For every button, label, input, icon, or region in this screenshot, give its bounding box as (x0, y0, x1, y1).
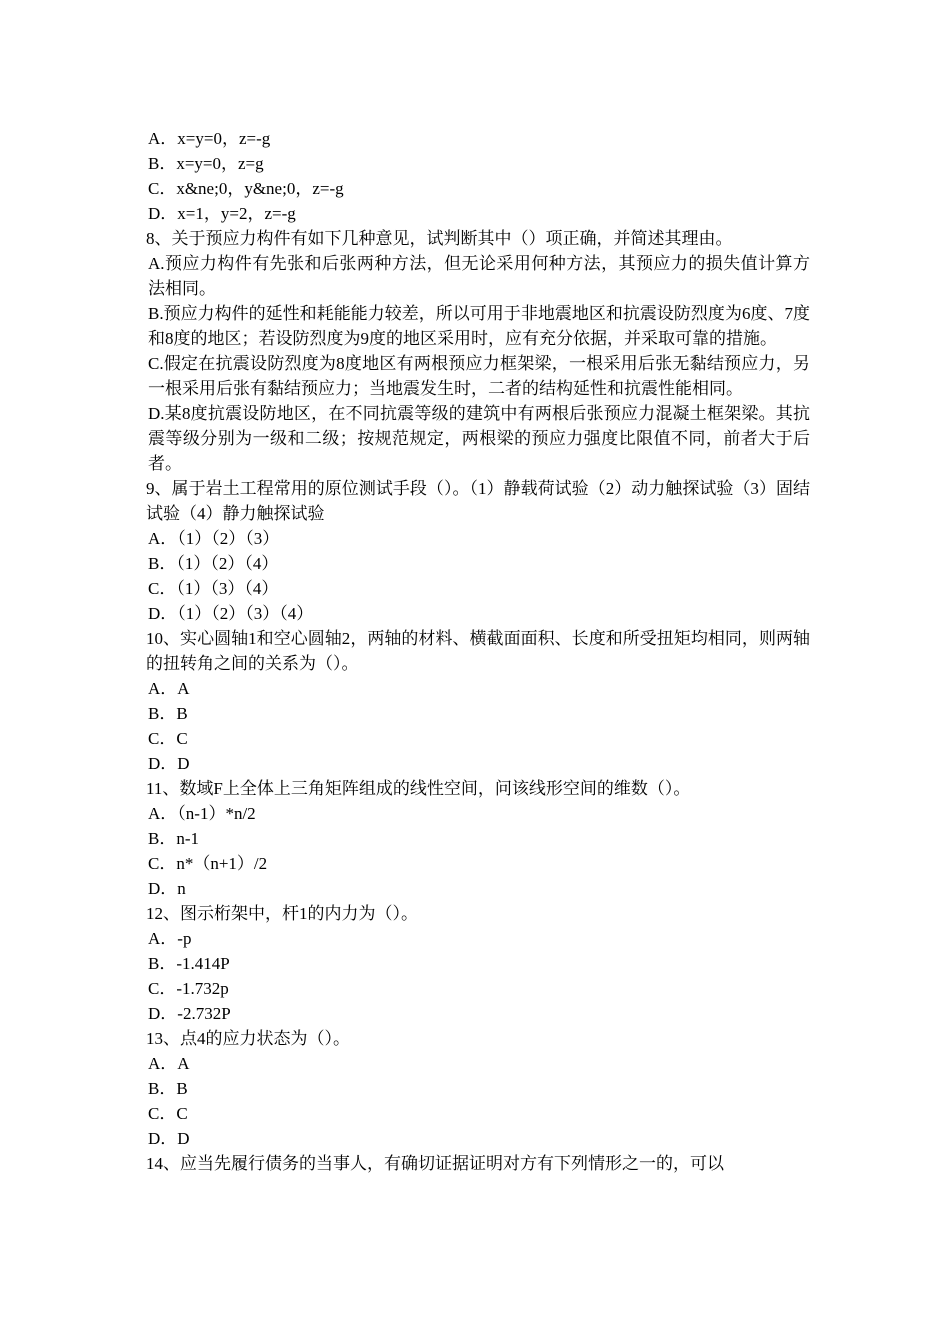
option-a: A．-p (148, 929, 192, 948)
option-d: D．x=1，y=2，z=-g (148, 204, 296, 223)
option-d: D．D (148, 754, 190, 773)
option-d: D．（1）（2）（3）（4） (148, 604, 314, 623)
option-d: D．D (148, 1129, 190, 1148)
option-c: C.假定在抗震设防烈度为8度地区有两根预应力框架梁，一根采用后张无黏结预应力，另一根采用后张有黏结预应力；当地震发生时，二者的结构延性和抗震性能相同。 (148, 354, 810, 398)
option-b: B．B (148, 704, 188, 723)
question-10 (146, 626, 810, 776)
question-stem: 11、数域F上全体上三角矩阵组成的线性空间，问该线形空间的维数（）。 (146, 779, 691, 798)
option-a: A.预应力构件有先张和后张两种方法，但无论采用何种方法，其预应力的损失值计算方法相同。 (148, 254, 810, 298)
question-7-options (146, 126, 810, 226)
question-8 (146, 226, 810, 476)
option-b: B．x=y=0，z=g (148, 154, 264, 173)
option-a: A．x=y=0，z=-g (148, 129, 271, 148)
option-a: A．A (148, 679, 190, 698)
option-c: C．（1）（3）（4） (148, 579, 279, 598)
option-d: D．-2.732P (148, 1004, 231, 1023)
option-a: A．A (148, 1054, 190, 1073)
option-a: A．（1）（2）（3） (148, 529, 280, 548)
question-stem: 9、属于岩土工程常用的原位测试手段（）。（1）静载荷试验（2）动力触探试验（3）固结试验（4）静力触探试验 (146, 479, 810, 523)
question-stem: 10、实心圆轴1和空心圆轴2，两轴的材料、横截面面积、长度和所受扭矩均相同，则两轴的扭转角之间的关系为（）。 (146, 629, 810, 673)
option-d: D.某8度抗震设防地区，在不同抗震等级的建筑中有两根后张预应力混凝土框架梁。其抗震等级分别为一级和二级；按规范规定，两根梁的预应力强度比限值不同，前者大于后者。 (148, 404, 810, 473)
question-stem: 8、关于预应力构件有如下几种意见，试判断其中（）项正确，并简述其理由。 (146, 229, 733, 248)
question-stem: 13、点4的应力状态为（）。 (146, 1029, 350, 1048)
option-a: A．（n-1）*n/2 (148, 804, 256, 823)
option-c: C．x&ne;0，y&ne;0，z=-g (148, 179, 344, 198)
option-b: B．-1.414P (148, 954, 230, 973)
question-12 (146, 901, 810, 1026)
option-c: C．n*（n+1）/2 (148, 854, 268, 873)
option-c: C．-1.732p (148, 979, 229, 998)
question-9 (146, 476, 810, 626)
option-b: B．n-1 (148, 829, 199, 848)
question-stem: 14、应当先履行债务的当事人，有确切证据证明对方有下列情形之一的，可以 (146, 1154, 724, 1173)
question-11 (146, 776, 810, 901)
option-b: B．（1）（2）（4） (148, 554, 279, 573)
question-13 (146, 1026, 810, 1151)
option-b: B.预应力构件的延性和耗能能力较差，所以可用于非地震地区和抗震设防烈度为6度、7度和8度的地区；若设防烈度为9度的地区采用时，应有充分依据，并采取可靠的措施。 (148, 304, 810, 348)
option-b: B．B (148, 1079, 188, 1098)
option-c: C．C (148, 1104, 188, 1123)
question-14 (146, 1151, 810, 1176)
option-c: C．C (148, 729, 188, 748)
question-stem: 12、图示桁架中，杆1的内力为（）。 (146, 904, 418, 923)
document-body (146, 126, 810, 1176)
option-d: D．n (148, 879, 186, 898)
